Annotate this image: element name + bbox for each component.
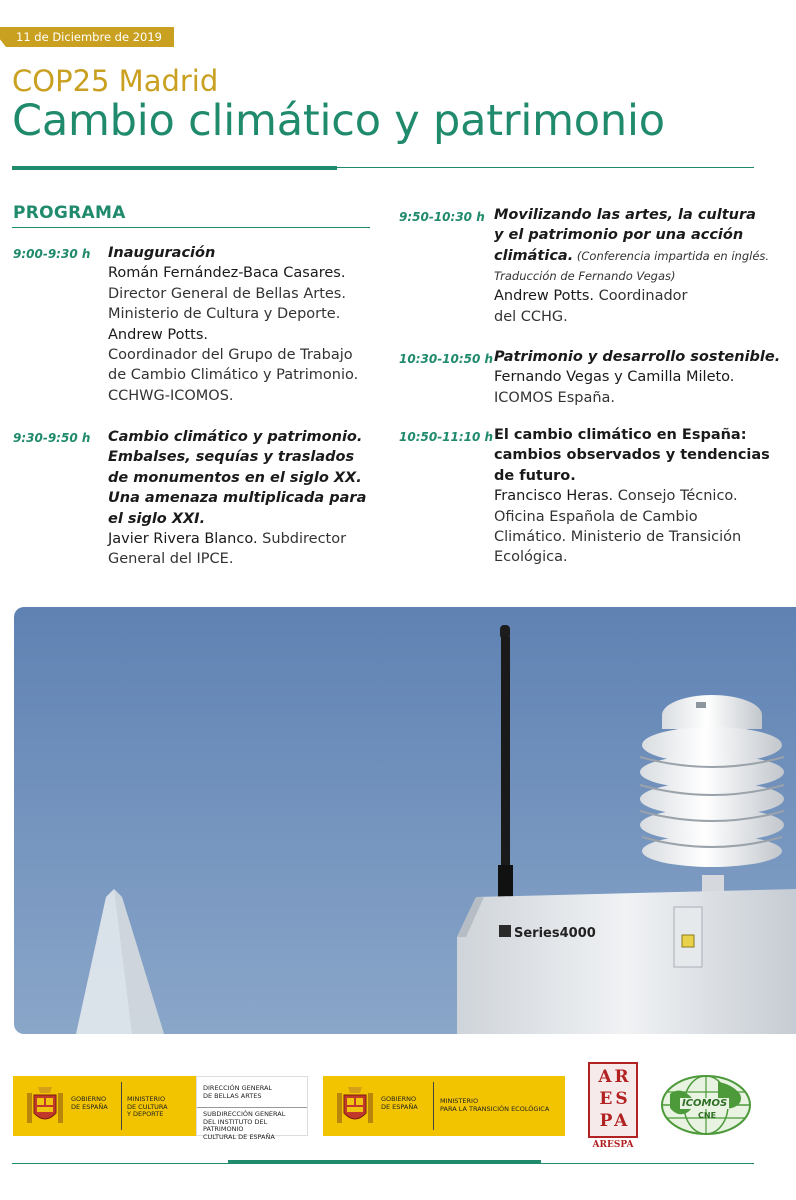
logo-letter: A [614, 1111, 631, 1131]
speaker-role: ICOMOS España. [494, 389, 616, 406]
session-entry [494, 425, 794, 568]
speaker-role: General del IPCE. [108, 551, 234, 568]
session-title-line: de futuro. [494, 467, 576, 484]
logo-line: GOBIERNO [381, 1095, 417, 1103]
speaker-name: Andrew Potts. [108, 326, 208, 343]
arespa-logo [588, 1062, 638, 1152]
logo-divider [197, 1107, 307, 1108]
session-entry [108, 243, 378, 406]
weather-station-photo [14, 607, 796, 1034]
logo-line: DEL INSTITUTO DEL PATRIMONIO [203, 1117, 268, 1133]
session-title-line [494, 246, 794, 266]
logo-letter: A [598, 1067, 615, 1087]
session-title-line: cambios observados y tendencias [494, 447, 770, 464]
session-note: (Conferencia impartida en inglés. [573, 248, 770, 263]
logo-line: DE ESPAÑA [381, 1102, 418, 1111]
page-title: Cambio climático y patrimonio [12, 96, 665, 146]
session-entry [494, 205, 794, 327]
logo-letter: P [599, 1111, 615, 1131]
icomos-sub: CNE [698, 1111, 717, 1120]
event-name: COP25 Madrid [12, 64, 219, 98]
logo-line: DE BELLAS ARTES [203, 1091, 262, 1100]
session-note: Traducción de Fernando Vegas) [494, 269, 676, 284]
speaker-role: Subdirector [257, 531, 347, 548]
session-title-line: de monumentos en el siglo XX. [108, 469, 362, 486]
coat-of-arms-icon [25, 1085, 65, 1127]
speaker-line [108, 529, 378, 549]
speaker-role: Coordinador [593, 288, 688, 305]
logo-line: MINISTERIO [440, 1097, 479, 1105]
speaker-role: CCHWG-ICOMOS. [108, 387, 234, 404]
gobierno-text [381, 1096, 418, 1111]
speaker-name: Francisco Heras. [494, 488, 614, 505]
session-entry [108, 427, 378, 570]
footer-rule-accent [228, 1160, 541, 1164]
session-title-line: El cambio climático en España: [494, 427, 747, 443]
speaker-role: Oficina Española de Cambio [494, 508, 698, 525]
arespa-frame [588, 1062, 638, 1138]
logo-line: PARA LA TRANSICIÓN ECOLÓGICA [440, 1104, 550, 1113]
direccion-text [203, 1085, 272, 1100]
speaker-line [494, 286, 794, 306]
direccion-general-block [196, 1076, 308, 1141]
logo-letter: S [615, 1089, 631, 1109]
session-title-line: Embalses, sequías y traslados [108, 449, 355, 466]
logo-line: SUBDIRECCIÓN GENERAL [203, 1110, 286, 1118]
speaker-role: Consejo Técnico. [613, 488, 738, 505]
logo-line: DE CULTURA [127, 1102, 168, 1111]
gobierno-transicion-logo [323, 1076, 565, 1136]
session-title-line: Movilizando las artes, la cultura [494, 207, 756, 223]
arespa-letters [594, 1066, 636, 1132]
date-tag: 11 de Diciembre de 2019 [6, 27, 174, 47]
speaker-role: Coordinador del Grupo de Trabajo [108, 347, 353, 364]
session-entry [494, 347, 794, 408]
ministerio-text [440, 1098, 549, 1113]
session-title-line: el siglo XXI. [108, 510, 206, 527]
logo-line: DE ESPAÑA [71, 1102, 108, 1111]
speaker-line [494, 486, 794, 506]
logo-divider [433, 1082, 434, 1130]
gobierno-text [71, 1096, 108, 1111]
photo-illustration [14, 607, 796, 1034]
program-heading: PROGRAMA [13, 203, 126, 223]
speaker-role: Climático. Ministerio de Transición [494, 529, 742, 546]
speaker-role: Director General de Bellas Artes. [108, 285, 346, 302]
session-title-line: Cambio climático y patrimonio. [108, 429, 363, 445]
logo-line: CULTURAL DE ESPAÑA [203, 1132, 275, 1141]
logo-letter: R [614, 1067, 632, 1087]
subdireccion-text [203, 1111, 307, 1141]
icomos-text: ICOMOS [682, 1098, 728, 1109]
session-time: 10:50-11:10 h [399, 430, 494, 444]
session-time: 10:30-10:50 h [399, 352, 494, 366]
session-title: Inauguración [108, 245, 216, 261]
session-title-last: climática. [494, 247, 574, 264]
session-time: 9:00-9:30 h [13, 247, 91, 261]
session-title: Patrimonio y desarrollo sostenible. [494, 349, 781, 365]
session-title-line: y el patrimonio por una acción [494, 227, 744, 244]
program-rule [12, 227, 370, 228]
ministerio-text [127, 1096, 168, 1119]
session-time: 9:30-9:50 h [13, 431, 91, 445]
arespa-caption: ARESPA [592, 1140, 634, 1150]
speaker-name: Andrew Potts. [494, 288, 594, 305]
gobierno-cultura-logo [13, 1076, 196, 1136]
speaker-name: Fernando Vegas y Camilla Mileto. [494, 369, 735, 386]
session-time: 9:50-10:30 h [399, 210, 485, 224]
logo-line: DIRECCIÓN GENERAL [203, 1084, 273, 1092]
header-rule-accent [12, 166, 337, 170]
speaker-name: Javier Rivera Blanco. [108, 531, 258, 548]
icomos-logo [660, 1074, 752, 1136]
speaker-role: Ecológica. [494, 549, 568, 566]
speaker-name: Román Fernández-Baca Casares. [108, 265, 346, 282]
logo-line: Y DEPORTE [127, 1110, 164, 1118]
logo-line: GOBIERNO [71, 1095, 107, 1103]
session-title-line: Una amenaza multiplicada para [108, 490, 367, 507]
logo-letter: E [599, 1089, 616, 1109]
logo-divider [121, 1082, 122, 1130]
coat-of-arms-icon [335, 1085, 375, 1127]
speaker-role: Ministerio de Cultura y Deporte. [108, 306, 341, 323]
speaker-role: de Cambio Climático y Patrimonio. [108, 367, 359, 384]
speaker-role: del CCHG. [494, 308, 568, 325]
logo-line: MINISTERIO [127, 1095, 166, 1103]
device-label: Series4000 [514, 926, 596, 941]
